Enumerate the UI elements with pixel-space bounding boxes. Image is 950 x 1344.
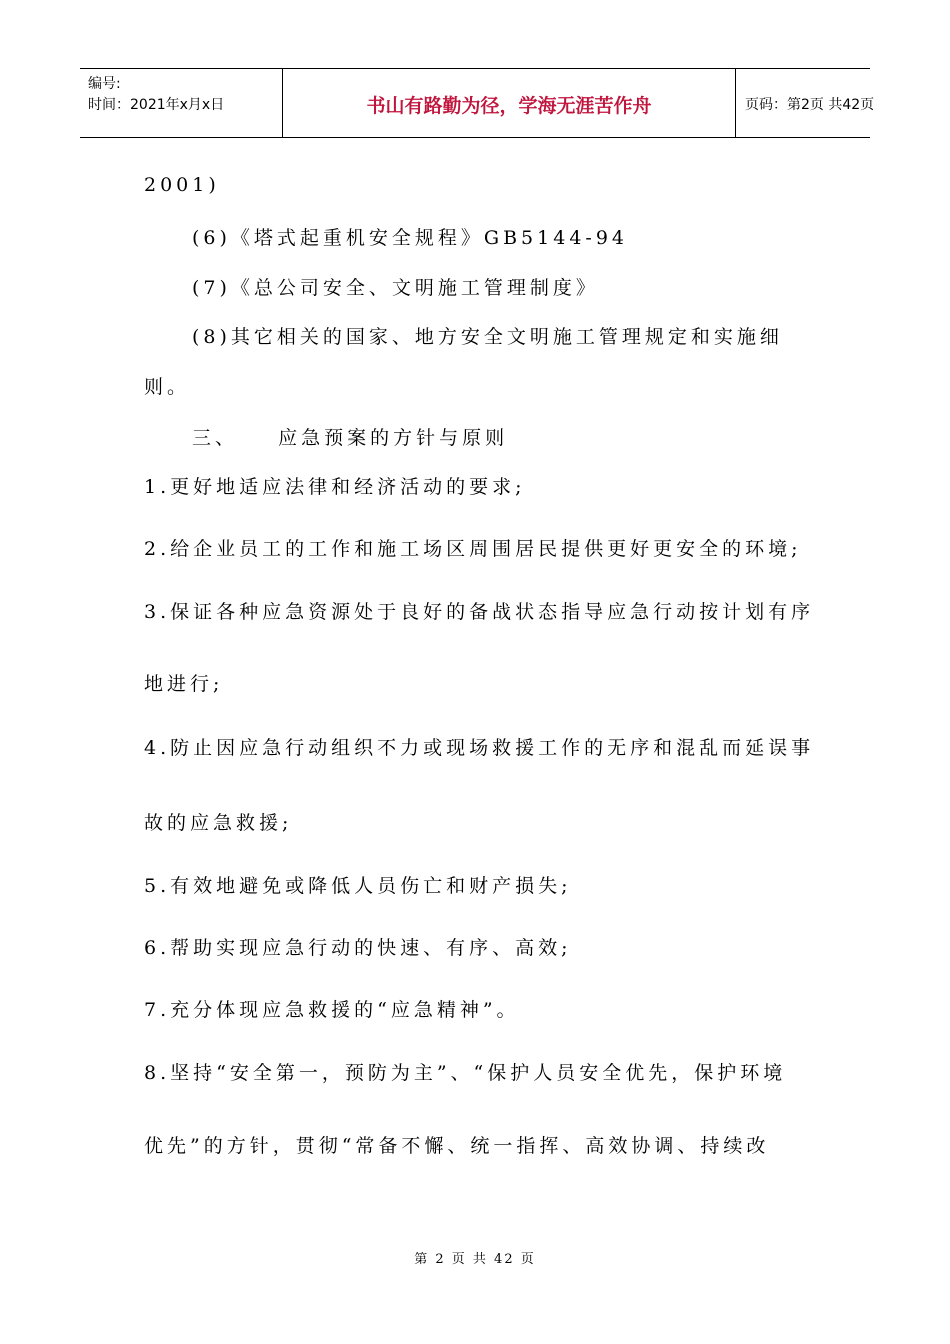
body-line: 5.有效地避免或降低人员伤亡和财产损失; (144, 875, 572, 897)
header-motto-cell (282, 69, 736, 137)
motto: 书山有路勤为径，学海无涯苦作舟 (366, 95, 652, 117)
serial-label: 编号: (88, 76, 121, 92)
body-line: (8)其它相关的国家、地方安全文明施工管理规定和实施细 (192, 326, 783, 348)
header-right-cell (735, 69, 875, 137)
body-line: 2.给企业员工的工作和施工场区周围居民提供更好更安全的环境; (144, 538, 802, 560)
body-line: 8.坚持“安全第一，预防为主”、“保护人员安全优先，保护环境 (144, 1062, 787, 1084)
body-line: 地进行; (144, 673, 224, 695)
body-line: 则。 (144, 376, 191, 398)
header-left-cell (80, 69, 282, 137)
body-line: 2001) (144, 174, 220, 196)
page-header (80, 68, 875, 138)
page-footer: 第 2 页 共 42 页 (414, 1252, 536, 1267)
body-line: 4.防止因应急行动组织不力或现场救援工作的无序和混乱而延误事 (144, 737, 815, 759)
body-line: (6)《塔式起重机安全规程》GB5144-94 (192, 227, 629, 249)
page-info: 页码：第2页 共42页 (745, 97, 875, 113)
body-line: 故的应急救援; (144, 812, 293, 834)
body-line: (7)《总公司安全、文明施工管理制度》 (192, 277, 599, 299)
body-line: 7.充分体现应急救援的“应急精神”。 (144, 999, 520, 1021)
body-line: 3.保证各种应急资源处于良好的备战状态指导应急行动按计划有序 (144, 601, 815, 623)
body-line: 优先”的方针，贯彻“常备不懈、统一指挥、高效协调、持续改 (144, 1135, 770, 1157)
body-line: 1.更好地适应法律和经济活动的要求; (144, 476, 526, 498)
body-line: 6.帮助实现应急行动的快速、有序、高效; (144, 937, 572, 959)
time-label: 时间：2021年x月x日 (88, 97, 225, 113)
section-heading: 三、 应急预案的方针与原则 (192, 427, 509, 449)
